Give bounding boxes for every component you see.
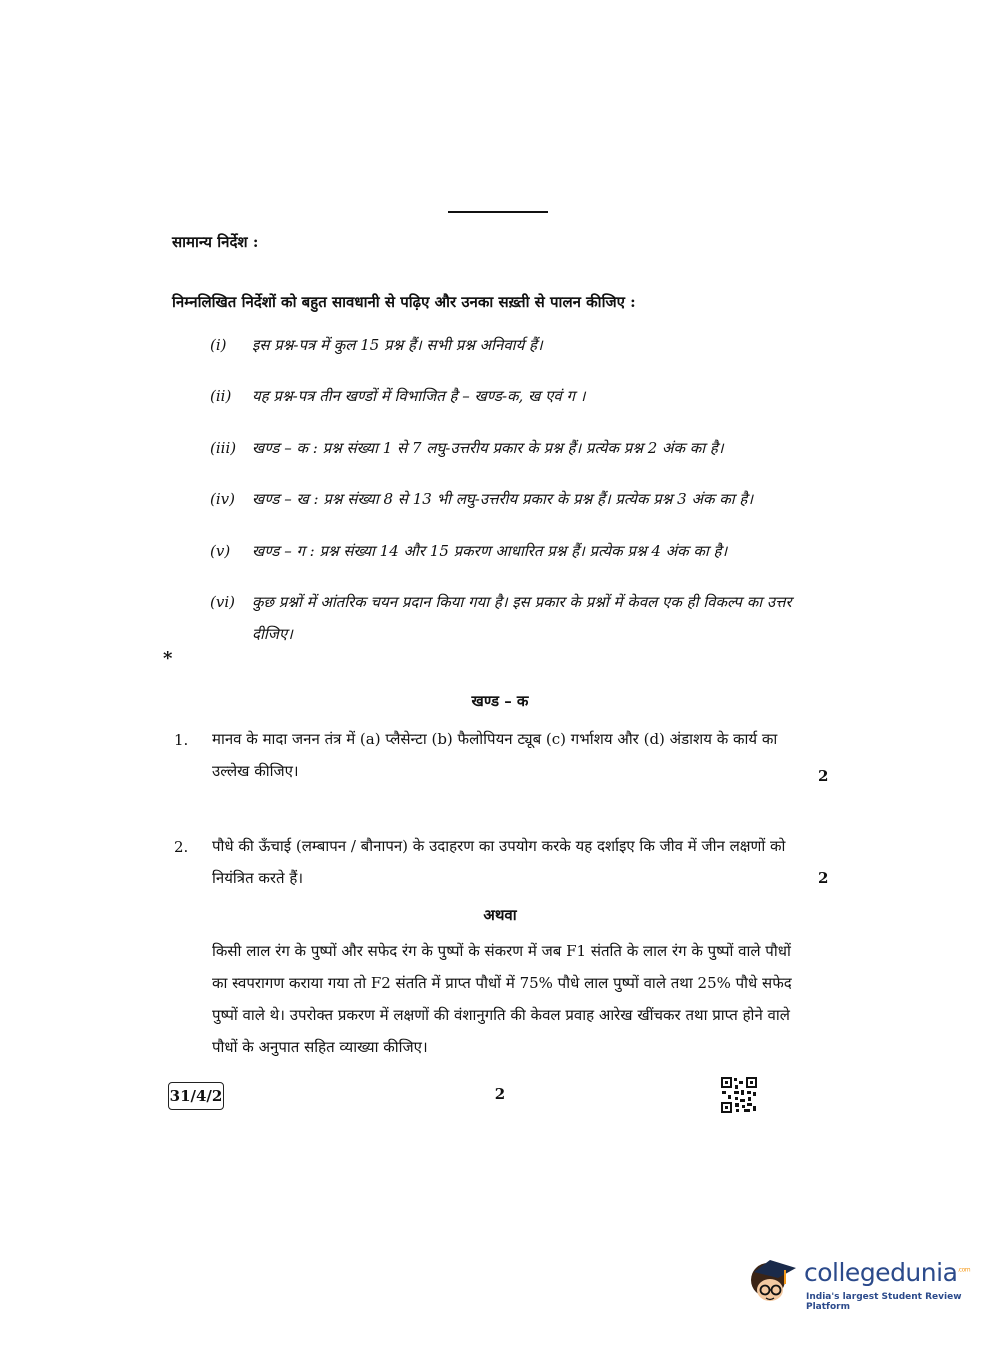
instruction-num: (iv) (210, 490, 235, 508)
instruction-num: (ii) (210, 387, 232, 405)
instruction-num: (v) (210, 542, 231, 560)
paper-code: 31/4/2 (168, 1082, 224, 1110)
or-question-text: किसी लाल रंग के पुष्पों और सफेद रंग के पुष्पों के संकरण में जब F1 संतति के लाल रंग के पुष्पों वाले पौधों का स्वपरागण कराया गया तो F2 संतति में प्राप्त पौधों में 75% पौधे लाल पुष्पों वाले तथा 25% पौधे सफेद पुष्पों वाले थे। उपरोक्त प्रकरण में लक्षणों की वंशानुगति की केवल प्रवाह आरेख खींचकर तथा प्राप्त होने वाले पौधों के अनुपात सहित व्याख्या कीजिए। (212, 942, 792, 1056)
star-mark: * (163, 648, 173, 669)
instructions-intro: निम्नलिखित निर्देशों को बहुत सावधानी से पढ़िए और उनका सख़्ती से पालन कीजिए : (172, 293, 636, 311)
section-title: खण्ड – क (471, 692, 529, 710)
logo-suffix: .com (957, 1266, 971, 1274)
mascot-icon (744, 1250, 802, 1308)
logo-brand-name: collegedunia$^{.com}$ (804, 1258, 971, 1287)
question-marks: 2 (818, 767, 829, 785)
logo-tagline: India's largest Student Review Platform (806, 1292, 962, 1312)
general-instructions-heading: सामान्य निर्देश : (172, 233, 259, 251)
top-rule (448, 211, 548, 213)
instruction-text: खण्ड – ग : प्रश्न संख्या 14 और 15 प्रकरण आधारित प्रश्न हैं। प्रत्येक प्रश्न 4 अंक का है। (252, 542, 728, 560)
question-text: मानव के मादा जनन तंत्र में (a) प्लैसेन्टा (b) फैलोपियन ट्यूब (c) गर्भाशय और (d) अंडाशय के कार्य का उल्लेख कीजिए। (212, 730, 778, 780)
instruction-text: कुछ प्रश्नों में आंतरिक चयन प्रदान किया गया है। इस प्रकार के प्रश्नों में केवल एक ही विकल्प का उत्तर दीजिए। (252, 593, 792, 643)
instruction-text: खण्ड – ख : प्रश्न संख्या 8 से 13 भी लघु-उत्तरीय प्रकार के प्रश्न हैं। प्रत्येक प्रश्न 3 अंक का है। (252, 490, 754, 508)
question-text: पौधे की ऊँचाई (लम्बापन / बौनापन) के उदाहरण का उपयोग करके यह दर्शाइए कि जीव में जीन लक्षणों को नियंत्रित करते हैं। (212, 837, 786, 887)
instruction-num: (iii) (210, 439, 237, 457)
page-number: 2 (494, 1085, 506, 1103)
instruction-text: यह प्रश्न-पत्र तीन खण्डों में विभाजित है – खण्ड-क, ख एवं ग । (252, 387, 586, 405)
question-number: 2. (174, 838, 189, 856)
or-label: अथवा (483, 906, 517, 924)
qr-code-icon (720, 1076, 758, 1114)
instruction-text: खण्ड – क : प्रश्न संख्या 1 से 7 लघु-उत्तरीय प्रकार के प्रश्न हैं। प्रत्येक प्रश्न 2 अंक का है। (252, 439, 724, 457)
instruction-num: (vi) (210, 593, 235, 611)
instruction-num: (i) (210, 336, 227, 354)
question-marks: 2 (818, 869, 829, 887)
instruction-text: इस प्रश्न-पत्र में कुल 15 प्रश्न हैं। सभी प्रश्न अनिवार्य हैं। (252, 336, 543, 354)
question-number: 1. (174, 731, 189, 749)
